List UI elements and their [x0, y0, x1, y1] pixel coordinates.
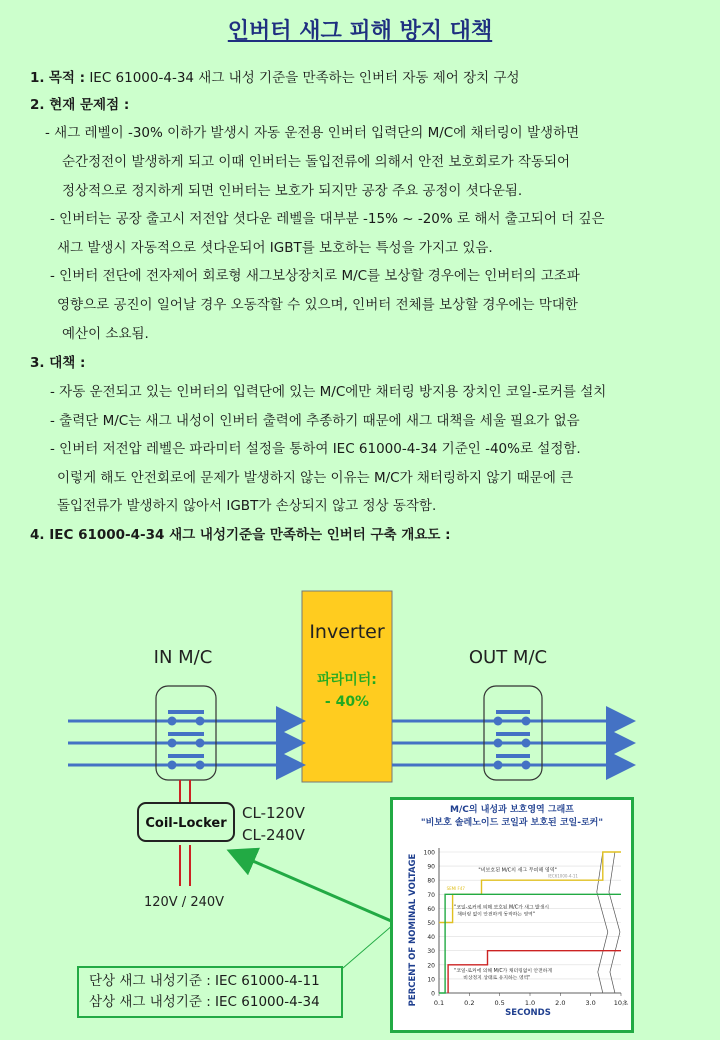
cl-240-label: CL-240V	[242, 826, 305, 844]
section-1-heading: 목적 :	[48, 70, 86, 86]
graph-ylabel: PERCENT OF NOMINAL VOLTAGE	[408, 853, 418, 1007]
graph-y-tick: 100	[423, 849, 435, 857]
section-3-line: - 인버터 저전압 레벨은 파라미터 설정을 통하여 IEC 61000-4-34 기준인 -40%로 설정함.	[50, 441, 581, 457]
section-4-heading: IEC 61000-4-34 새그 내성기준을 만족하는 인버터 구축 개요도 :	[49, 527, 451, 543]
section-2-line: 영향으로 공진이 일어날 경우 오동작할 수 있으며, 인버터 전체를 보상할 경우에는 막대한	[57, 297, 578, 313]
graph-y-tick: 40	[427, 934, 435, 942]
graph-x-tick: 0.5	[494, 999, 505, 1007]
graph-y-tick: 50	[427, 920, 435, 927]
section-2-number: 2.	[30, 97, 45, 113]
graph-y-tick: 10	[427, 976, 435, 984]
section-2-line: - 인버터 전단에 전자제어 회로형 새그보상장치로 M/C를 보상할 경우에는 인버터의 고조파	[50, 268, 580, 284]
parameter-label: 파라미터:	[317, 672, 377, 688]
immunity-graph-panel	[390, 797, 634, 1033]
section-3-line: - 출력단 M/C는 새그 내성이 인버터 출력에 추종하기 때문에 새그 대책을 세울 필요가 없음	[50, 413, 580, 429]
graph-y-tick: 70	[427, 891, 435, 899]
graph-y-tick: 20	[427, 962, 435, 970]
section-1	[30, 66, 520, 86]
graph-y-tick: 60	[427, 905, 435, 913]
graph-annotation: 비상정지 상태로 유지하는 영역"	[463, 975, 531, 981]
page-title: 인버터 새그 피해 방지 대책	[227, 19, 493, 44]
graph-y-tick: 30	[427, 948, 435, 956]
cl-120-label: CL-120V	[242, 804, 305, 822]
graph-y-tick: 0	[431, 990, 435, 998]
out-mc-label: OUT M/C	[468, 647, 548, 668]
section-3-heading: 대책 :	[49, 355, 86, 371]
graph-annotation: 채터링 없이 안전하게 동작하는 영역"	[457, 912, 536, 918]
graph-subtitle: "비보호 솔레노이드 코일과 보호된 코일-로커"	[420, 818, 604, 828]
graph-x-tick: 2.0	[555, 999, 566, 1007]
single-phase-standard: 단상 새그 내성기준 : IEC 61000-4-11	[89, 973, 320, 989]
graph-title: M/C의 내성과 보호영역 그래프	[450, 805, 574, 815]
section-4-number: 4.	[30, 527, 45, 543]
graph-tiny-label: SEMI F47	[446, 886, 465, 892]
section-3-line: - 자동 운전되고 있는 인버터의 입력단에 있는 M/C에만 채터링 방지용 장치인 코일-로커를 설치	[50, 384, 607, 400]
graph-y-tick: 80	[427, 877, 435, 885]
parameter-value: - 40%	[324, 694, 370, 710]
coil-locker-label: Coil-Locker	[145, 816, 227, 831]
graph-x-tick: 10초	[613, 999, 629, 1007]
section-2-line: 정상적으로 정지하게 되면 인버터는 보호가 되지만 공장 주요 공정이 셧다운됨.	[62, 183, 523, 199]
section-1-number: 1.	[30, 70, 45, 86]
graph-plot-area	[424, 848, 629, 1007]
section-3-line: 이렇게 해도 안전회로에 문제가 발생하지 않는 이유는 M/C가 채터링하지 않기 때문에 큰	[57, 470, 574, 486]
immunity-graph	[393, 800, 631, 1030]
section-3-line: 돌입전류가 발생하지 않아서 IGBT가 손상되지 않고 정상 동작함.	[57, 498, 437, 514]
inverter-label: Inverter	[309, 621, 385, 643]
graph-annotation: "코일-로커에 의해 보호된 M/C가 새그 발생시	[454, 905, 549, 911]
section-2-header	[30, 93, 129, 113]
graph-xlabel: SECONDS	[505, 1008, 551, 1018]
section-3-header	[30, 351, 85, 371]
section-2-line: 예산이 소요됨.	[62, 326, 149, 342]
in-mc-label: IN M/C	[153, 647, 213, 668]
supply-voltage-label: 120V / 240V	[143, 895, 225, 910]
section-2-line: 새그 발생시 자동적으로 셧다운되어 IGBT를 보호하는 특성을 가지고 있음.	[57, 240, 493, 256]
out-mc-contacts	[494, 710, 531, 770]
graph-annotation: "코일-로커에 의해 M/C가 채터링없이 안전하게	[454, 968, 553, 974]
section-2-line: - 인버터는 공장 출고시 저전압 셧다운 레벨을 대부분 -15% ~ -20% 로 해서 출고되어 더 깊은	[50, 211, 605, 227]
graph-tiny-label: IEC61000-4-11	[548, 873, 578, 879]
standards-box	[77, 966, 343, 1018]
pointer-arrow	[232, 852, 412, 930]
section-2-line: - 새그 레벨이 -30% 이하가 발생시 자동 운전용 인버터 입력단의 M/C에 채터링이 발생하면	[45, 125, 580, 141]
section-2-heading: 현재 문제점 :	[49, 97, 130, 113]
section-4-header	[30, 523, 451, 543]
section-1-text: IEC 61000-4-34 새그 내성 기준을 만족하는 인버터 자동 제어 장치 구성	[89, 70, 520, 86]
graph-x-tick: 3.0	[585, 999, 596, 1007]
graph-x-tick: 0.2	[464, 999, 475, 1007]
graph-annotation: "비보호된 M/C의 새그 무피해 영역"	[478, 867, 557, 874]
graph-x-tick: 0.1	[433, 999, 445, 1007]
three-phase-standard: 삼상 새그 내성기준 : IEC 61000-4-34	[89, 994, 320, 1010]
section-3-number: 3.	[30, 355, 45, 371]
section-2-line: 순간정전이 발생하게 되고 이때 인버터는 돌입전류에 의해서 안전 보호회로가 작동되어	[62, 154, 571, 170]
graph-y-tick: 90	[427, 863, 435, 871]
in-mc-contacts	[168, 710, 205, 770]
graph-x-tick: 1.0	[524, 999, 536, 1007]
